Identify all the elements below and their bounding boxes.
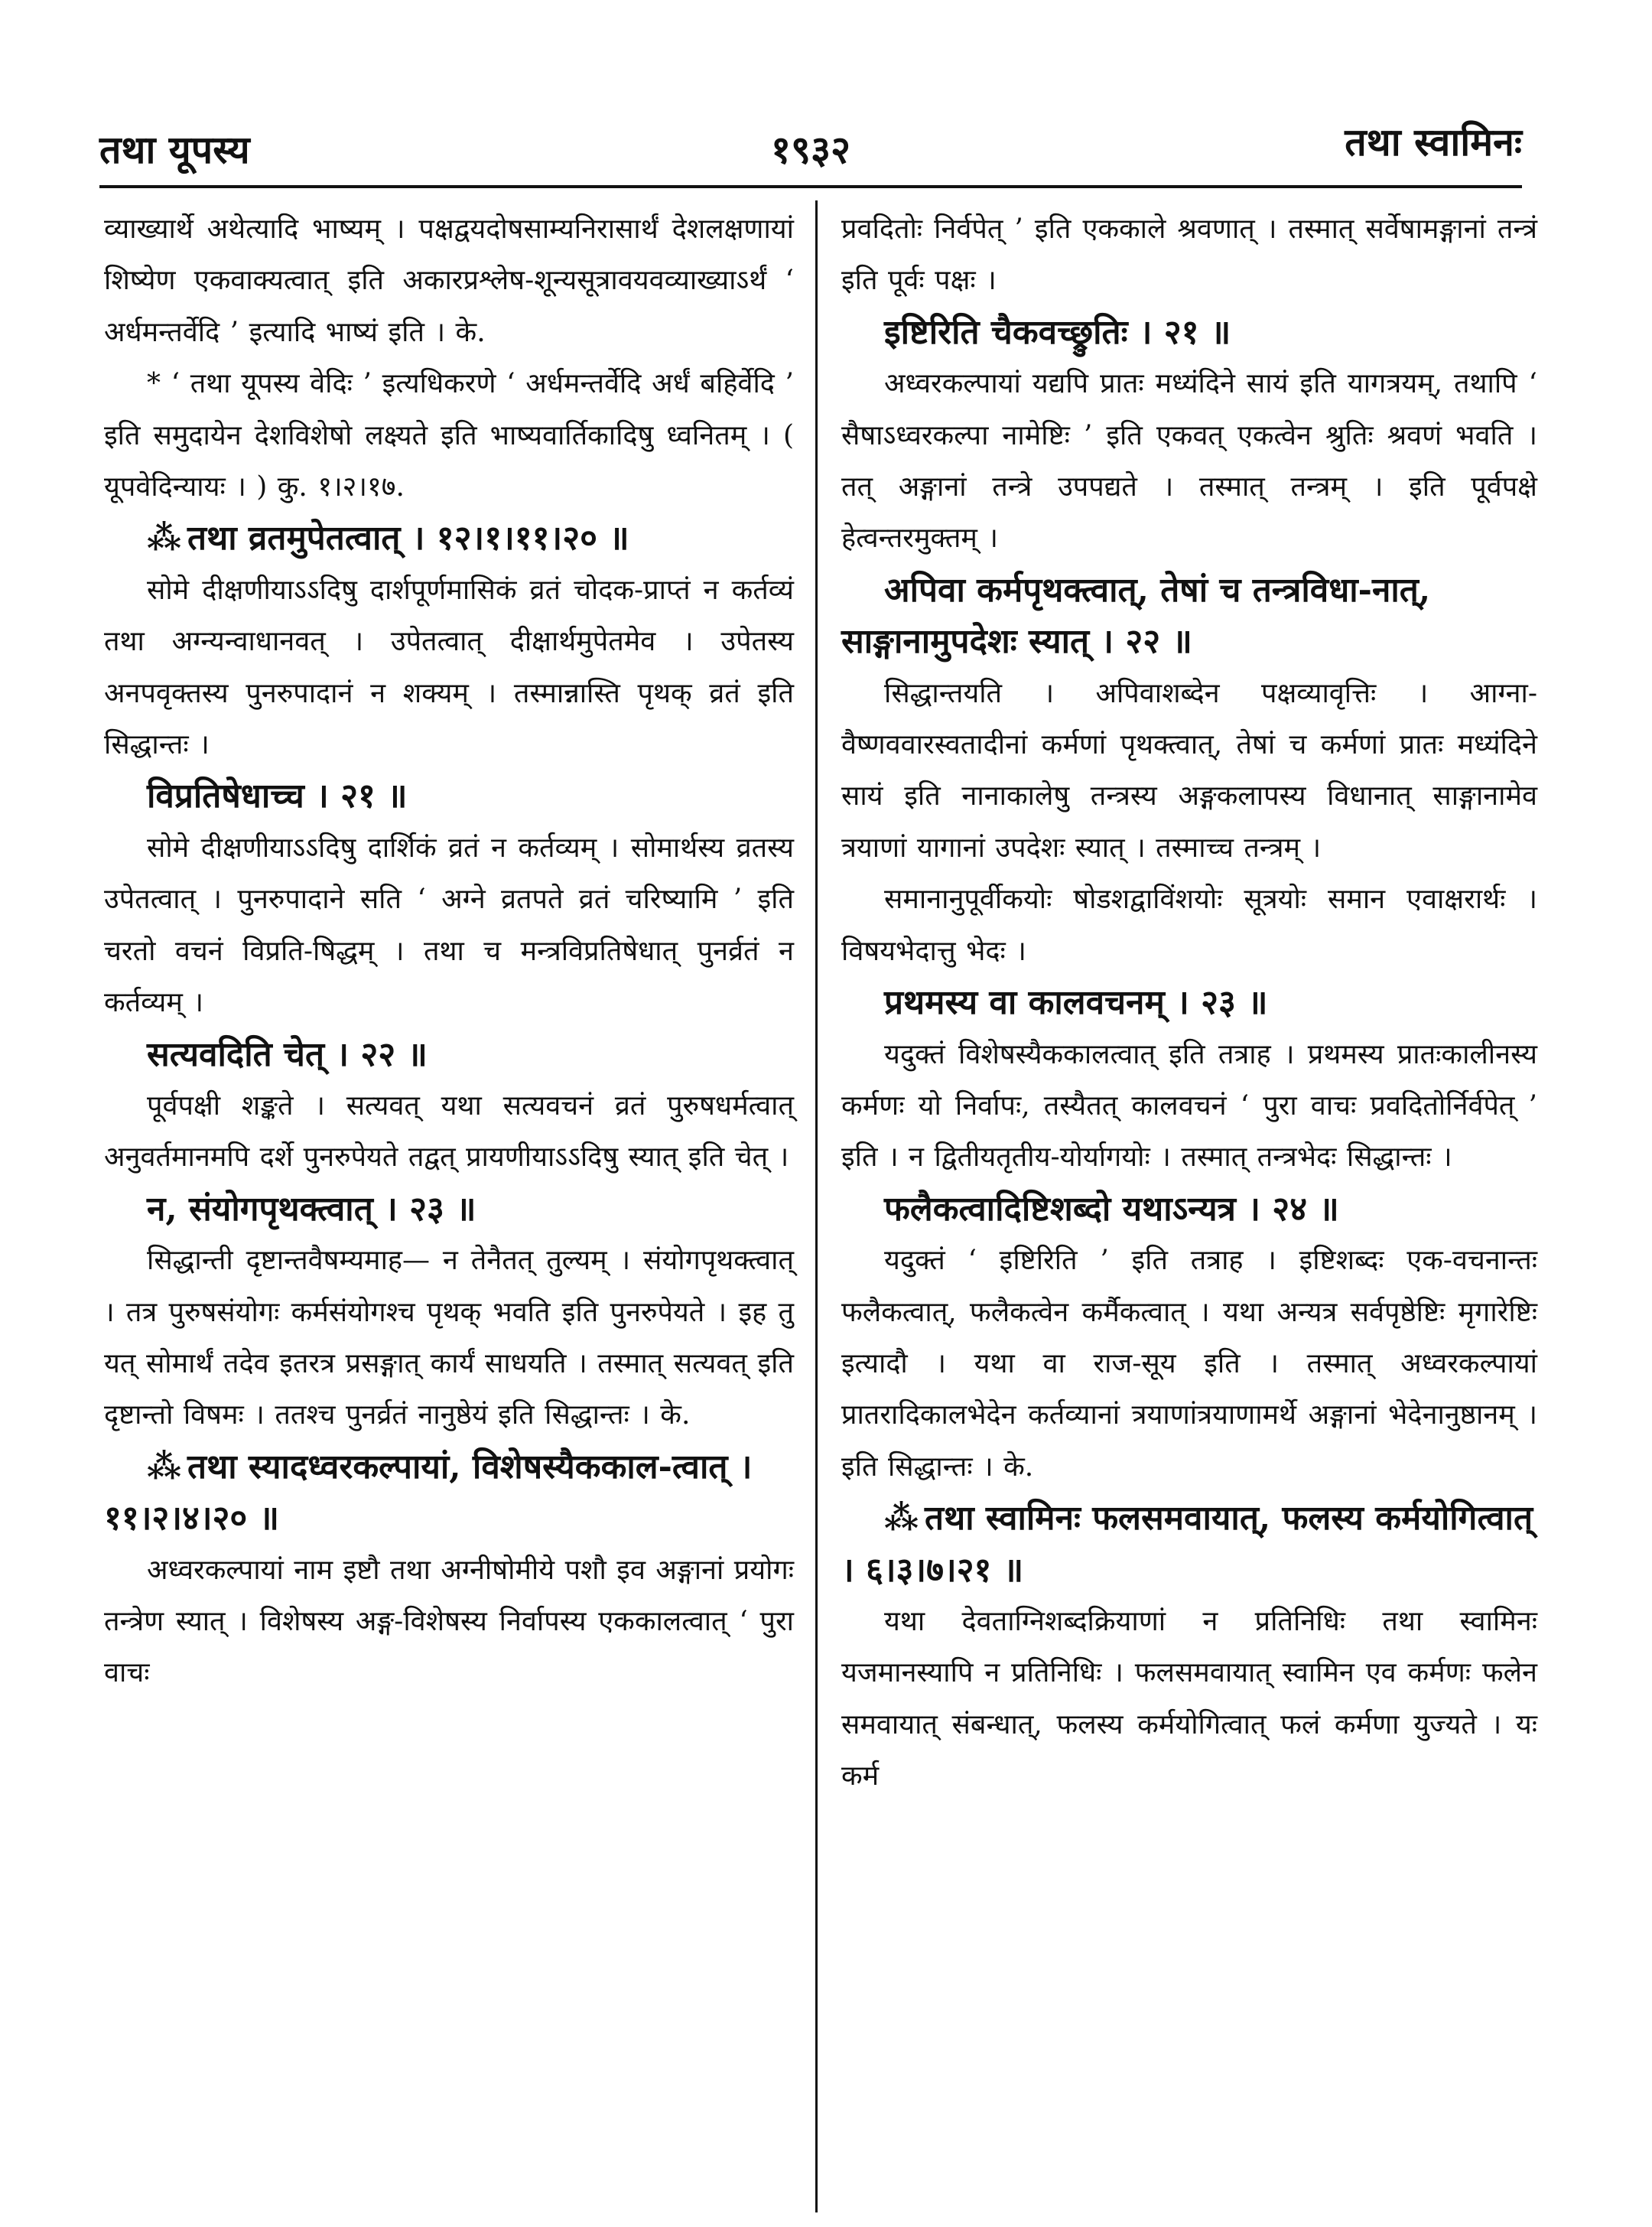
sutra-text: अपिवा कर्मपृथक्त्वात्, तेषां च तन्त्रविधा-नात्, साङ्गानामुपदेशः स्यात् । २२ ॥ [841, 570, 1431, 662]
sutra-heading [841, 1184, 1537, 1235]
sutra-heading [841, 977, 1537, 1028]
sutra-text: विप्रतिषेधाच्च । २१ ॥ [147, 777, 408, 816]
running-head-right: तथा स्वामिनः [1345, 119, 1522, 164]
sutra-heading [841, 565, 1537, 668]
commentary-paragraph: सिद्धान्तयति । अपिवाशब्देन पक्षव्यावृत्तिः । आग्ना-वैष्णववारस्वतादीनां कर्मणां पृथक्त्वात्, तेषां च कर्मणां प्रातः मध्यंदिने सायं इति नानाकालेषु तन्त्रस्य अङ्गकलापस्य विधानात् साङ्गानामेव त्रयाणां यागानां उपदेशः स्यात् । तस्माच्च तन्त्रम् । [841, 677, 1537, 864]
sutra-text: प्रथमस्य वा कालवचनम् । २३ ॥ [884, 983, 1268, 1023]
sutra-text: फलैकत्वादिष्टिशब्दो यथाऽन्यत्र । २४ ॥ [884, 1189, 1339, 1229]
section-mark-icon: ⁂ [147, 519, 182, 558]
commentary-paragraph: समानानुपूर्वीकयोः षोडशद्वाविंशयोः सूत्रयोः समान एवाक्षरार्थः । विषयभेदात्तु भेदः । [841, 884, 1537, 967]
sutra-text: सत्यवदिति चेत् । २२ ॥ [147, 1034, 428, 1074]
sutra-heading [104, 1029, 794, 1080]
commentary-paragraph: सिद्धान्ती दृष्टान्तवैषम्यमाह— न तेनैतत् तुल्यम् । संयोगपृथक्त्वात् । तत्र पुरुषसंयोगः कर्मसंयोगश्च पृथक् भवति इति पुनरुपेयते । इह तु यत् सोमार्थं तदेव इतरत्र प्रसङ्गात् कार्यं साधयति । तस्मात् सत्यवत् इति दृष्टान्तो विषमः । ततश्च पुनर्व्रतं नानुष्ठेयं इति सिद्धान्तः । के. [104, 1245, 794, 1431]
sutra-text: इष्टिरिति चैकवच्छ्रुतिः । २१ ॥ [884, 312, 1231, 352]
sutra-text: तथा व्रतमुपेतत्वात् । १२।१।११।२० ॥ [187, 519, 629, 558]
commentary-paragraph: यदुक्तं विशेषस्यैककालत्वात् इति तत्राह । प्रथमस्य प्रातःकालीनस्य कर्मणः यो निर्वापः, तस्यैतत् कालवचनं ‘ पुरा वाचः प्रवदितोर्निर्वपेत् ’ इति । न द्वितीयतृतीय-योर्यागयोः । तस्मात् तन्त्रभेदः सिद्धान्तः । [841, 1038, 1537, 1174]
sutra-text: तथा स्यादध्वरकल्पायां, विशेषस्यैककाल-त्वात् । ११।२।४।२० ॥ [104, 1447, 753, 1538]
commentary-paragraph: * ‘ तथा यूपस्य वेदिः ’ इत्यधिकरणे ‘ अर्धमन्तर्वेदि अर्धं बहिर्वेदि ’ इति समुदायेन देशविशेषो लक्ष्यते इति भाष्यवार्तिकादिषु ध्वनितम् । ( यूपवेदिन्यायः । ) कु. १।२।१७. [104, 368, 794, 503]
page-header [99, 115, 1522, 188]
commentary-paragraph: यथा देवताग्निशब्दक्रियाणां न प्रतिनिधिः तथा स्वामिनः यजमानस्यापि न प्रतिनिधिः । फलसमवायात् स्वामिन एव कर्मणः फलेन समवायात् संबन्धात्, फलस्य कर्मयोगित्वात् फलं कर्मणा युज्यते । यः कर्म [841, 1605, 1537, 1792]
sutra-heading [104, 1184, 794, 1235]
column-divider [815, 200, 818, 2212]
sutra-heading [104, 513, 794, 564]
commentary-paragraph: यदुक्तं ‘ इष्टिरिति ’ इति तत्राह । इष्टिशब्दः एक-वचनान्तः फलैकत्वात्, फलैकत्वेन कर्मैकत्वात् । यथा अन्यत्र सर्वपृष्ठेष्टिः मृगारेष्टिः इत्यादौ । यथा वा राज-सूय इति । तस्मात् अध्वरकल्पायां प्रातरादिकालभेदेन कर्तव्यानां त्रयाणांत्रयाणामर्थे अङ्गानां भेदेनानुष्ठानम् । इति सिद्धान्तः । के. [841, 1245, 1537, 1483]
commentary-paragraph: अध्वरकल्पायां यद्यपि प्रातः मध्यंदिने सायं इति यागत्रयम्, तथापि ‘ सैषाऽध्वरकल्पा नामेष्टिः ’ इति एकवत् एकत्वेन श्रुतिः श्रवणं भवति । तत् अङ्गानां तन्त्रे उपपद्यते । तस्मात् तन्त्रम् । इति पूर्वपक्षे हेत्वन्तरमुक्तम् । [841, 368, 1537, 555]
sutra-text: तथा स्वामिनः फलसमवायात्, फलस्य कर्मयोगित्वात् । ६।३।७।२१ ॥ [841, 1499, 1533, 1590]
commentary-paragraph: पूर्वपक्षी शङ्कते । सत्यवत् यथा सत्यवचनं व्रतं पुरुषधर्मत्वात् अनुवर्तमानमपि दर्शे पुनरुपेयते तद्वत् प्रायणीयाऽऽदिषु स्यात् इति चेत् । [104, 1089, 794, 1174]
commentary-paragraph: अध्वरकल्पायां नाम इष्टौ तथा अग्नीषोमीये पशौ इव अङ्गानां प्रयोगः तन्त्रेण स्यात् । विशेषस्य अङ्ग-विशेषस्य निर्वापस्य एककालत्वात् ‘ पुरा वाचः [104, 1554, 794, 1689]
running-head-left: तथा यूपस्य [99, 127, 250, 172]
right-column [841, 203, 1537, 1802]
sutra-heading [104, 1441, 794, 1545]
commentary-paragraph: सोमे दीक्षणीयाऽऽदिषु दार्शपूर्णमासिकं व्रतं चोदक-प्राप्तं न कर्तव्यं तथा अग्न्यन्वाधानवत् । उपेतत्वात् दीक्षार्थमुपेतमेव । उपेतस्य अनपवृक्तस्य पुनरुपादानं न शक्यम् । तस्मान्नास्ति पृथक् व्रतं इति सिद्धान्तः । [104, 574, 794, 761]
sutra-heading [841, 1493, 1537, 1596]
commentary-paragraph: व्याख्यार्थे अथेत्यादि भाष्यम् । पक्षद्वयदोषसाम्यनिरासार्थं देशलक्षणायां शिष्येण एकवाक्यत्वात् इति अकारप्रश्लेष-शून्यसूत्रावयवव्याख्याऽर्थं ‘ अर्धमन्तर्वेदि ’ इत्यादि भाष्यं इति । के. [104, 213, 794, 348]
commentary-paragraph: प्रवदितोः निर्वपेत् ’ इति एककाले श्रवणात् । तस्मात् सर्वेषामङ्गानां तन्त्रं इति पूर्वः पक्षः । [841, 213, 1537, 297]
left-column [104, 203, 794, 1699]
page-number: १९३२ [771, 127, 850, 172]
sutra-text: न, संयोगपृथक्त्वात् । २३ ॥ [147, 1189, 476, 1229]
sutra-heading [841, 307, 1537, 358]
sutra-heading [104, 770, 794, 822]
section-mark-icon: ⁂ [884, 1499, 919, 1538]
section-mark-icon: ⁂ [147, 1447, 182, 1486]
commentary-paragraph: सोमे दीक्षणीयाऽऽदिषु दार्शिकं व्रतं न कर्तव्यम् । सोमार्थस्य व्रतस्य उपेतत्वात् । पुनरुपादाने सति ‘ अग्ने व्रतपते व्रतं चरिष्यामि ’ इति चरतो वचनं विप्रति-षिद्धम् । तथा च मन्त्रविप्रतिषेधात् पुनर्व्रतं न कर्तव्यम् । [104, 832, 794, 1019]
